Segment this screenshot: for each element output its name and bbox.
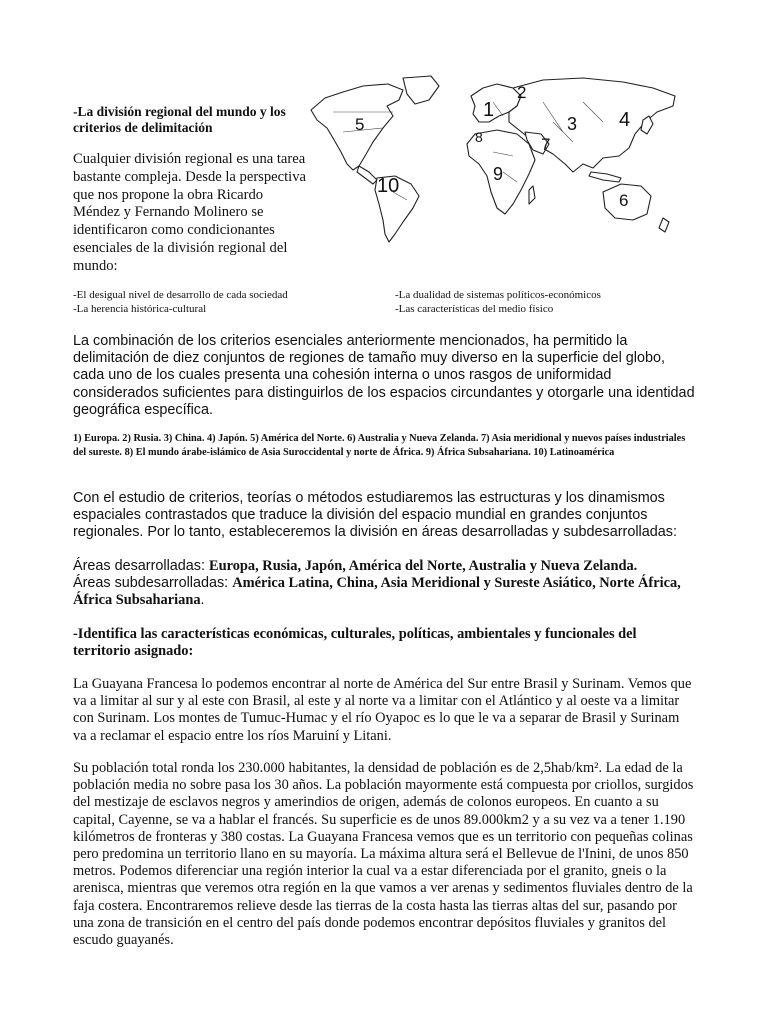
guyana-population-paragraph: Su población total ronda los 230.000 habitantes, la densidad de población es de 2,5hab/km². La edad de la población media no sobre pasa los 30 años. La población mayormente está compuesta por criollos, surgidos del mestizaje de esclavos negros y amerindios de origen, además de colonos europeos. En cuanto a su capital, Cayenne, se va a hablar el francés. Su superficie es de unos 89.000km2 y a su vez va a tener 1.190 kilómetros de fronteras y 380 costas. La Guayana Francesa vemos que es un territorio con pequeñas colinas pero predomina un territorio llano en su mayoría. La máxima altura será el Bellevue de l'Inini, de unos 850 metros. Podemos diferenciar una región interior la cual va a estar diferenciada por el granito, gneis o la arenisca, mientras que veremos otra región en la que vamos a ver arenas y sedimentos fluviales dentro de la faja costera. Encontraremos relieve desde las tierras de la costa hasta las tierras altas del sur, pasando por una zona de transición en el centro del país donde podemos encontrar depósitos fluviales y granitos del escudo guayanés.: [73, 760, 694, 949]
map-label-5: 5: [355, 115, 365, 134]
map-label-10: 10: [377, 175, 400, 197]
underdeveloped-areas-line: [73, 575, 695, 609]
criteria-item-physical-environment: -Las características del medio físico: [395, 303, 554, 315]
underdeveloped-end: .: [200, 592, 205, 609]
new-zealand-shape: [659, 218, 669, 232]
combination-paragraph: La combinación de los criterios esenciales anteriormente mencionados, ha permitido la delimitación de diez conjuntos de regiones de tamaño muy diverso en la superficie del globo, cada uno de los cuales presenta una cohesión interna o unos rasgos de uniformidad considerados suficientes para distinguirlos de los espacios circundantes y otorgarle una identidad geográfica específica.: [73, 333, 695, 418]
map-label-9: 9: [493, 164, 504, 184]
map-label-3: 3: [567, 114, 578, 134]
criteria-item-development: -El desigual nivel de desarrollo de cada sociedad: [73, 289, 288, 301]
map-label-4: 4: [619, 109, 631, 131]
world-regions-map: [303, 72, 691, 246]
section-title: -La división regional del mundo y los criterios de delimitación: [73, 104, 286, 135]
underdeveloped-label: Áreas subdesarrolladas:: [73, 575, 233, 591]
central-america-shape: [357, 166, 377, 184]
criteria-item-historical-heritage: -La herencia histórica-cultural: [73, 303, 207, 315]
greenland-shape: [403, 76, 439, 104]
developed-label: Áreas desarrolladas:: [73, 558, 209, 574]
developed-areas-line: [73, 558, 695, 575]
world-map-image: [303, 72, 691, 246]
study-paragraph: Con el estudio de criterios, teorías o métodos estudiaremos las estructuras y los dinamismos espaciales contrastados que traduce la división del espacio mundial en grandes conjuntos regionales. Por lo tanto, estableceremos la división en áreas desarrolladas y subdesarrolladas:: [73, 490, 677, 541]
indonesia-shape: [589, 172, 621, 182]
map-label-1: 1: [483, 99, 495, 121]
map-label-6: 6: [619, 191, 629, 210]
task-heading: -Identifica las características económicas, culturales, políticas, ambientales y funcionales del territorio asignado:: [73, 626, 637, 660]
criteria-item-political-systems: -La dualidad de sistemas políticos-económicos: [395, 289, 601, 301]
map-label-7: 7: [541, 135, 551, 154]
underdeveloped-value: América Latina, China, Asia Meridional y Sureste Asiático, Norte África, África Subsahariana: [73, 575, 681, 609]
map-label-8: 8: [475, 129, 483, 145]
guyana-location-paragraph: La Guayana Francesa lo podemos encontrar al norte de América del Sur entre Brasil y Surinam. Vemos que va a limitar al sur y al este con Brasil, al este y al norte va a limitar con el Atlántico y al oeste va a limitar con Surinam. Los montes de Tumuc-Humac y el río Oyapoc es lo que le va a separar de Brasil y Surinam va a reclamar el espacio entre los ríos Maruiní y Litani.: [73, 676, 692, 744]
regions-list: 1) Europa. 2) Rusia. 3) China. 4) Japón. 5) América del Norte. 6) Australia y Nueva Zelanda. 7) Asia meridional y nuevos países industriales del sureste. 8) El mundo árabe-islámico de Asia Suroccidental y norte de África. 9) África Subsahariana. 10) Latinoamérica: [73, 433, 686, 458]
intro-paragraph: Cualquier división regional es una tarea bastante compleja. Desde la perspectiva que nos propone la obra Ricardo Méndez y Fernando Molinero se identificaron como condicionantes esenciales de la división regional del mundo:: [73, 151, 306, 274]
madagascar-shape: [529, 186, 535, 204]
developed-value: Europa, Rusia, Japón, América del Norte, Australia y Nueva Zelanda.: [208, 558, 638, 574]
map-label-2: 2: [517, 83, 527, 102]
